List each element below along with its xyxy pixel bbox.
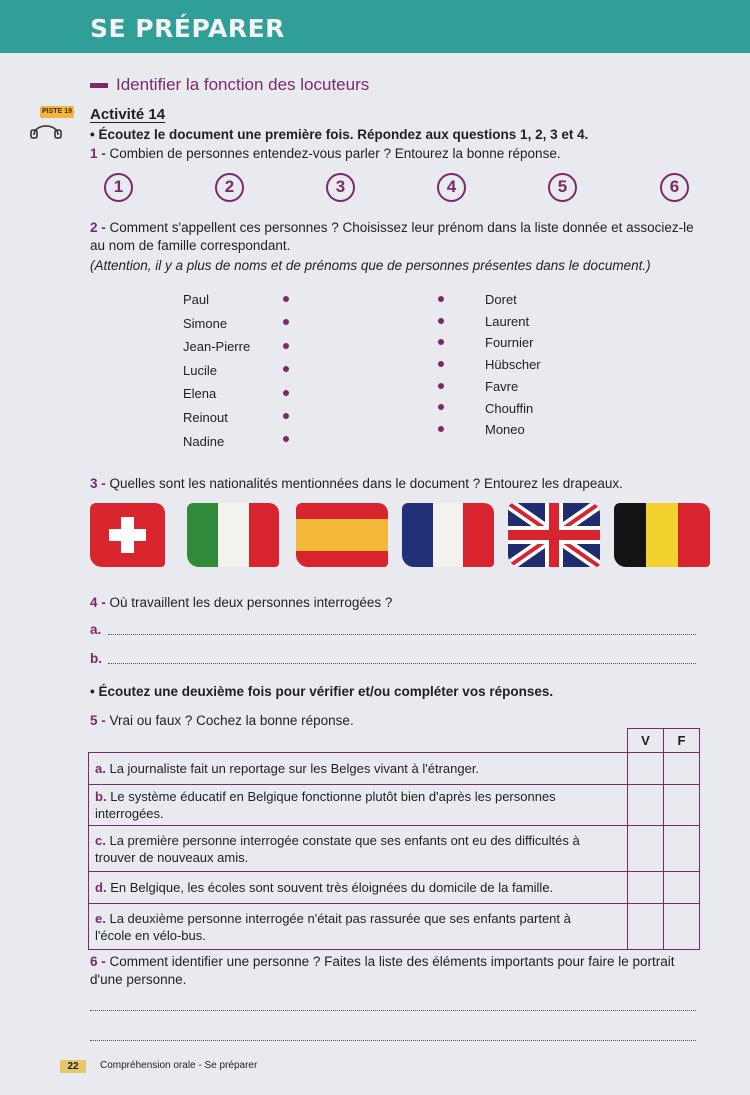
first-name-item: Simone <box>183 315 228 331</box>
question-5-number: 5 - <box>90 713 106 728</box>
last-names-list <box>485 289 541 441</box>
option-circle-5[interactable]: 5 <box>548 173 577 202</box>
last-name-item: Moneo <box>485 422 525 438</box>
answer-a-line[interactable] <box>108 634 696 635</box>
match-dot[interactable] <box>283 436 289 442</box>
match-dot[interactable] <box>283 296 289 302</box>
question-1-text: Combien de personnes entendez-vous parler ? Entourez la bonne réponse. <box>109 146 561 161</box>
footer-text: Compréhension orale - Se préparer <box>100 1060 258 1071</box>
activity-title: Activité 14 <box>90 106 166 123</box>
false-checkbox[interactable] <box>664 872 700 904</box>
last-name-item: Hübscher <box>485 357 541 373</box>
statement-cell <box>89 872 628 904</box>
table-row <box>89 826 700 872</box>
question-2 <box>90 219 694 237</box>
q1-options <box>104 173 694 203</box>
match-dot[interactable] <box>438 361 444 367</box>
match-dot[interactable] <box>438 426 444 432</box>
false-checkbox[interactable] <box>664 826 700 872</box>
header-blank-cell <box>89 729 628 753</box>
question-2-text-cont: au nom de famille correspondant. <box>90 238 291 253</box>
true-checkbox[interactable] <box>628 872 664 904</box>
last-name-item: Laurent <box>485 313 530 329</box>
true-checkbox[interactable] <box>628 904 664 950</box>
table-row <box>89 785 700 826</box>
question-1-number: 1 - <box>90 146 106 161</box>
last-name-item: Chouffin <box>485 400 534 416</box>
option-circle-4[interactable]: 4 <box>437 173 466 202</box>
question-6 <box>90 953 675 971</box>
statement-cell <box>89 785 628 826</box>
true-checkbox[interactable] <box>628 753 664 785</box>
table-row <box>89 904 700 950</box>
statement-cell <box>89 826 628 872</box>
question-4-number: 4 - <box>90 595 106 610</box>
match-dot[interactable] <box>283 413 289 419</box>
column-false-header: F <box>664 729 700 753</box>
answer-b-line[interactable] <box>108 663 696 664</box>
statement-cell <box>89 753 628 785</box>
flags-row <box>90 503 710 571</box>
answer-line-2[interactable] <box>90 1040 696 1041</box>
question-6-text: Comment identifier une personne ? Faites la liste des éléments importants pour faire le portrait <box>109 954 675 969</box>
instruction-first: • Écoutez le document une première fois. Répondez aux questions 1, 2, 3 et 4. <box>90 127 589 142</box>
switzerland-flag[interactable] <box>90 503 165 567</box>
statement-letter: b. <box>95 789 107 804</box>
false-checkbox[interactable] <box>664 785 700 826</box>
statement-letter: e. <box>95 910 106 926</box>
statement-cell <box>89 904 628 950</box>
match-dot[interactable] <box>283 390 289 396</box>
true-checkbox[interactable] <box>628 826 664 872</box>
statement-text: Le système éducatif en Belgique fonctionne plutôt bien d'après les personnes interrogées. <box>95 789 556 821</box>
first-name-item: Nadine <box>183 433 225 449</box>
false-checkbox[interactable] <box>664 753 700 785</box>
match-dot[interactable] <box>438 296 444 302</box>
italy-flag[interactable] <box>187 503 279 567</box>
question-2-note: (Attention, il y a plus de noms et de prénoms que de personnes présentes dans le document.) <box>90 258 651 273</box>
option-circle-2[interactable]: 2 <box>215 173 244 202</box>
france-flag[interactable] <box>402 503 494 567</box>
section-title-text: Identifier la fonction des locuteurs <box>116 75 370 94</box>
question-6-number: 6 - <box>90 954 106 969</box>
question-3-text: Quelles sont les nationalités mentionnées dans le document ? Entourez les drapeaux. <box>109 476 623 491</box>
question-3-number: 3 - <box>90 476 106 491</box>
column-true-header: V <box>628 729 664 753</box>
statement-text: En Belgique, les écoles sont souvent très éloignées du domicile de la famille. <box>110 880 554 895</box>
piste-badge: PISTE 19 <box>40 106 74 118</box>
answer-a-label: a. <box>90 622 102 637</box>
match-dot[interactable] <box>438 339 444 345</box>
page-title: SE PRÉPARER <box>90 14 285 43</box>
question-2-text: Comment s'appellent ces personnes ? Choisissez leur prénom dans la liste donnée et associez-le <box>109 220 694 235</box>
instruction-second: • Écoutez une deuxième fois pour vérifier et/ou compléter vos réponses. <box>90 684 554 699</box>
true-checkbox[interactable] <box>628 785 664 826</box>
option-circle-1[interactable]: 1 <box>104 173 133 202</box>
last-name-item: Fournier <box>485 335 534 351</box>
section-dash <box>90 83 108 88</box>
question-3 <box>90 475 623 493</box>
first-name-item: Reinout <box>183 409 228 425</box>
statement-text: La journaliste fait un reportage sur les Belges vivant à l'étranger. <box>109 761 480 776</box>
answer-line-1[interactable] <box>90 1010 696 1011</box>
question-1 <box>90 145 561 163</box>
last-name-item: Doret <box>485 292 517 307</box>
false-checkbox[interactable] <box>664 904 700 950</box>
question-5-text: Vrai ou faux ? Cochez la bonne réponse. <box>109 713 354 728</box>
page-number: 22 <box>60 1060 86 1073</box>
true-false-table <box>88 728 700 950</box>
match-dot[interactable] <box>283 343 289 349</box>
question-4-text: Où travaillent les deux personnes interrogées ? <box>109 595 393 610</box>
statement-text: La première personne interrogée constate que ses enfants ont eu des difficultés à trouver de nouveaux amis. <box>95 832 580 865</box>
option-circle-6[interactable]: 6 <box>660 173 689 202</box>
first-name-item: Lucile <box>183 362 217 378</box>
spain-flag[interactable] <box>296 503 388 567</box>
table-header-row <box>89 729 700 753</box>
answer-b-label: b. <box>90 651 102 666</box>
belgium-flag[interactable] <box>614 503 710 567</box>
statement-text: La deuxième personne interrogée n'était pas rassurée que ses enfants partent à l'école en vélo-bus. <box>95 910 571 943</box>
statement-letter: a. <box>95 761 106 776</box>
match-dot[interactable] <box>438 318 444 324</box>
table-row <box>89 753 700 785</box>
question-4 <box>90 594 392 612</box>
headphones-icon <box>30 117 62 139</box>
table-row <box>89 872 700 904</box>
match-dot[interactable] <box>283 366 289 372</box>
match-dot[interactable] <box>438 404 444 410</box>
last-name-item: Favre <box>485 378 519 394</box>
section-title <box>90 75 369 95</box>
first-name-item: Paul <box>183 292 210 307</box>
statement-letter: d. <box>95 880 107 895</box>
match-dot[interactable] <box>438 383 444 389</box>
question-6-text-cont: d'une personne. <box>90 972 187 987</box>
first-names-list <box>183 288 250 453</box>
first-name-item: Elena <box>183 386 217 402</box>
uk-flag[interactable] <box>508 503 600 567</box>
question-2-number: 2 - <box>90 220 106 235</box>
statement-letter: c. <box>95 832 106 848</box>
match-dot[interactable] <box>283 319 289 325</box>
option-circle-3[interactable]: 3 <box>326 173 355 202</box>
first-name-item: Jean-Pierre <box>183 339 251 355</box>
